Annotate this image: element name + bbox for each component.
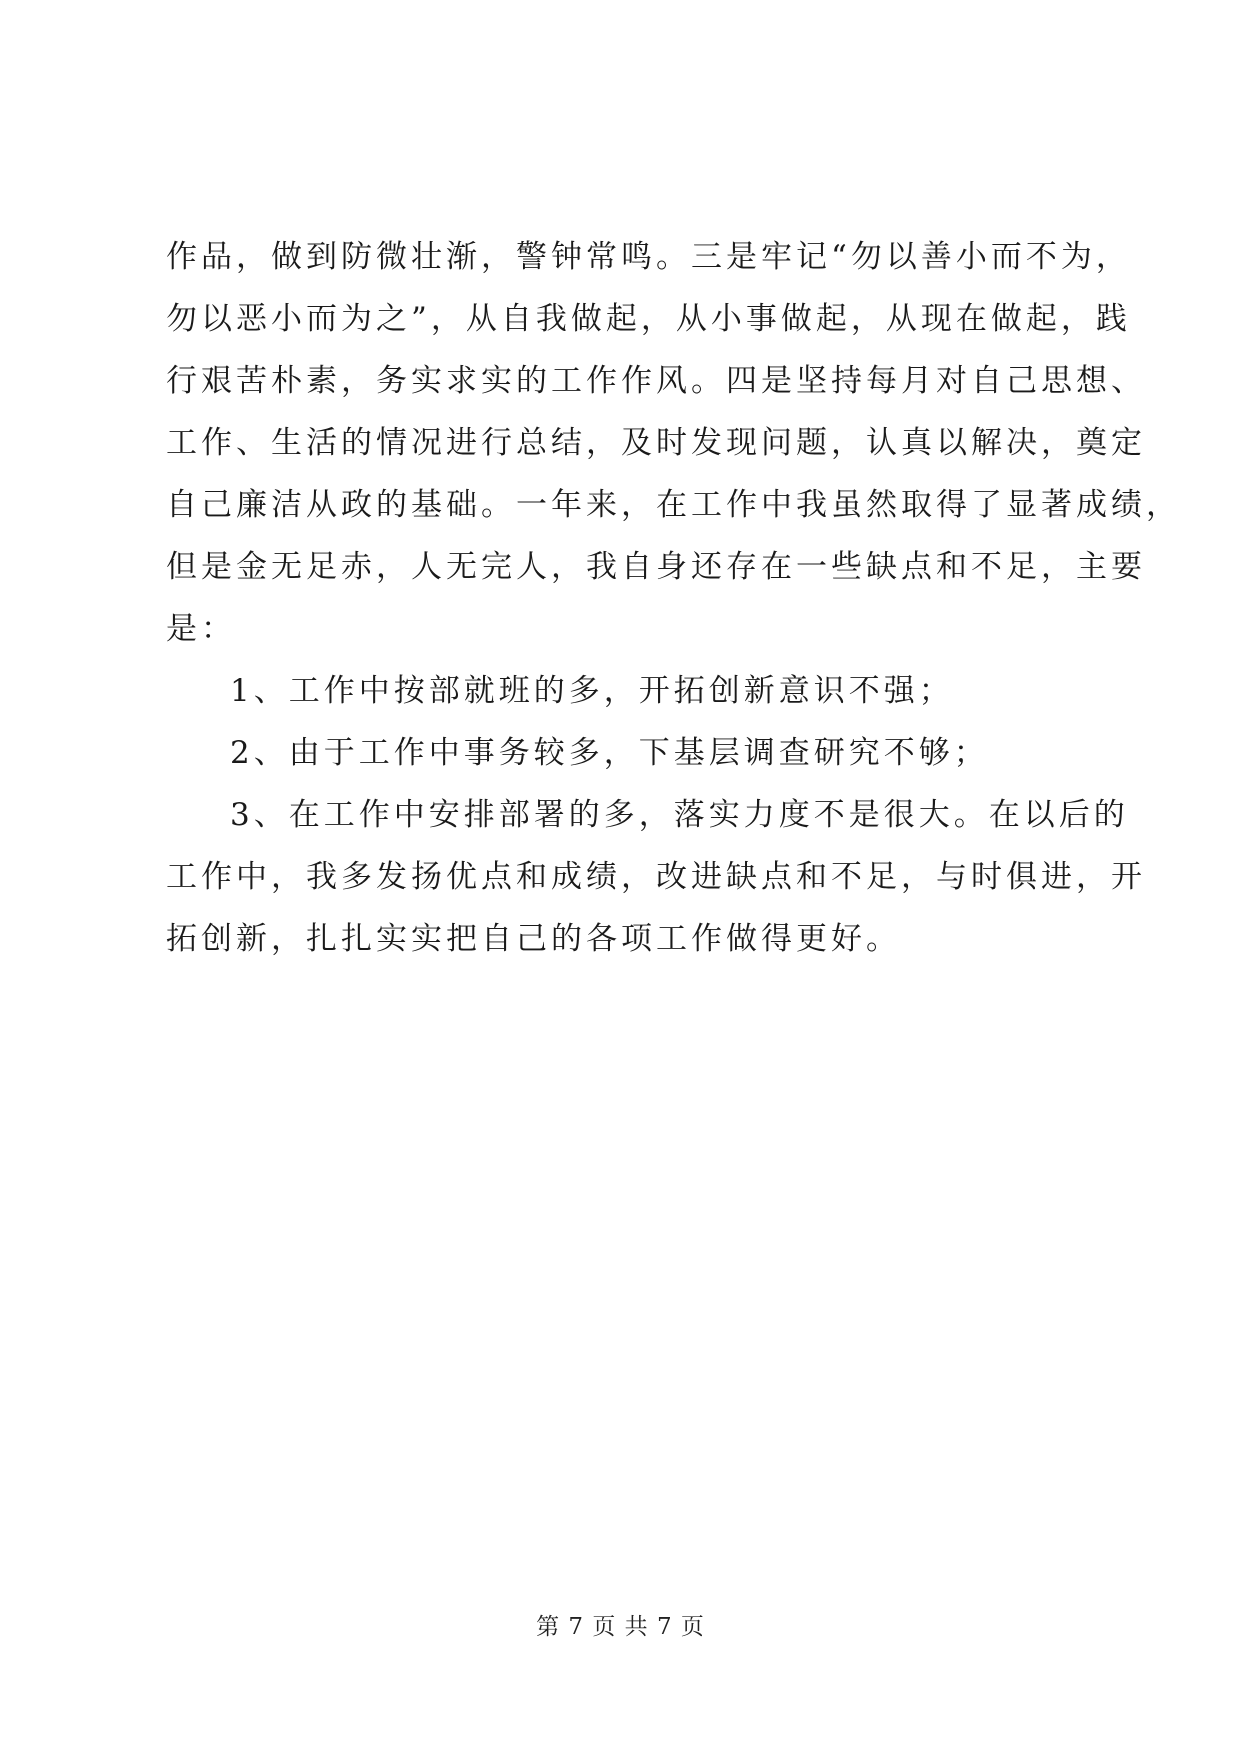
text-line: 勿以恶小而为之”，从自我做起，从小事做起，从现在做起，践: [166, 301, 1131, 337]
text-line: 作品，做到防微壮渐，警钟常鸣。三是牢记“勿以善小而不为，: [166, 239, 1131, 275]
text-line: 但是金无足赤，人无完人，我自身还存在一些缺点和不足，主要: [166, 549, 1146, 585]
text-line: 行艰苦朴素，务实求实的工作作风。四是坚持每月对自己思想、: [166, 363, 1146, 399]
list-item-3: 3、在工作中安排部署的多，落实力度不是很大。在以后的: [230, 797, 1129, 833]
page-number-footer: 第 7 页 共 7 页: [536, 1614, 705, 1640]
list-item-2: 2、由于工作中事务较多，下基层调查研究不够；: [230, 735, 989, 771]
document-body: [166, 226, 1181, 970]
text-line: 工作、生活的情况进行总结，及时发现问题，认真以解决，奠定: [166, 425, 1146, 461]
text-line: 工作中，我多发扬优点和成绩，改进缺点和不足，与时俱进，开: [166, 859, 1146, 895]
text-line: 是：: [166, 611, 236, 647]
text-line: 拓创新，扎扎实实把自己的各项工作做得更好。: [166, 921, 901, 957]
list-item-1: 1、工作中按部就班的多，开拓创新意识不强；: [230, 673, 954, 709]
text-line: 自己廉洁从政的基础。一年来，在工作中我虽然取得了显著成绩，: [166, 487, 1181, 523]
